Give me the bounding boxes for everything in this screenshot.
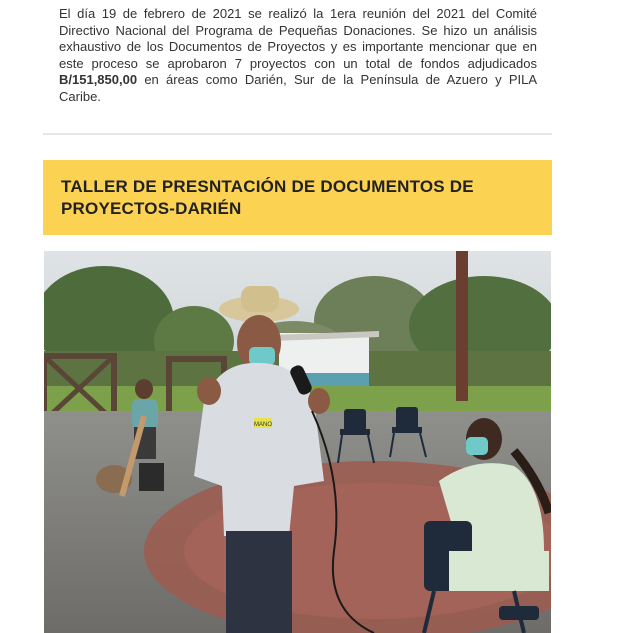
article-paragraph [59, 6, 537, 106]
workshop-photo [44, 251, 551, 633]
article-text-before: El día 19 de febrero de 2021 se realizó la 1era reunión del 2021 del Comité Directivo Nacional del Programa de Pequeñas Donaciones. Se hizo un análisis exhaustivo de los Documentos de Proyectos y es importante mencionar que en este proceso se aprobaron 7 proyectos con un total de fondos adjudicados [59, 6, 537, 71]
article-text-after: en áreas como Darién, Sur de la Península de Azuero y PILA Caribe. [59, 72, 537, 104]
funding-amount: B/151,850,00 [59, 72, 138, 88]
name-badge-text: MANO [254, 422, 272, 428]
section-banner [43, 160, 552, 235]
section-title: TALLER DE PRESNTACIÓN DE DOCUMENTOS DE PROYECTOS-DARIÉN [61, 177, 474, 218]
section-divider [43, 133, 552, 135]
